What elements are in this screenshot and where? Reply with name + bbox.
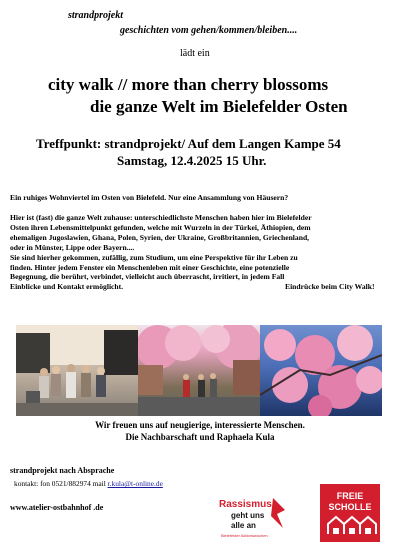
- closing-line-1: Wir freuen uns auf neugierige, interessierte Menschen.: [95, 420, 305, 430]
- contact-info: [14, 479, 163, 488]
- photo-cherry-blossoms-art: [260, 325, 382, 416]
- closing-line-2: Die Nachbarschaft und Raphaela Kula: [125, 432, 275, 442]
- photo-cherry-street: [138, 325, 260, 416]
- body-text: [10, 213, 392, 292]
- email-link[interactable]: r.kula@t-online.de: [107, 479, 163, 488]
- invites-text: lädt ein: [180, 48, 210, 59]
- freie-scholle-logo: [320, 484, 380, 542]
- rassismus-word-2: geht uns: [231, 511, 265, 520]
- rassismus-small-text: Bielefelder Aktionswochen: [221, 533, 268, 538]
- photo-strip: [16, 325, 382, 416]
- title-line-2: die ganze Welt im Bielefelder Osten: [90, 97, 348, 116]
- contact-prefix: kontakt: fon 0521/882974 mail: [14, 479, 108, 488]
- intro-text: Ein ruhiges Wohnviertel im Osten von Bielefeld. Nur eine Ansammlung von Häusern?: [10, 193, 289, 202]
- after-hours-note: strandprojekt nach Absprache: [10, 466, 115, 475]
- body-line: finden. Hinter jedem Fenster ein Menschenleben mit einer Geschichte, eine potenzielle: [10, 262, 290, 272]
- body-line-last: [10, 282, 392, 292]
- freie-scholle-logo-art: [320, 484, 380, 542]
- photo-walkers-street: [16, 325, 138, 416]
- rassismus-word: Rassismus: [219, 499, 272, 510]
- photo-cherry-street-art: [138, 325, 260, 416]
- meeting-date: Samstag, 12.4.2025 15 Uhr.: [117, 153, 267, 168]
- body-line-end: Einblicke und Kontakt ermöglicht.: [10, 282, 124, 292]
- header-subtitle: geschichten vom gehen/kommen/bleiben....: [120, 25, 298, 36]
- meeting-place: Treffpunkt: strandprojekt/ Auf dem Langen Kampe 54: [36, 136, 341, 151]
- rassismus-logo: [217, 494, 287, 540]
- body-line: Hier ist (fast) die ganze Welt zuhause: unterschiedlichste Menschen haben hier im Bielefelder: [10, 213, 312, 222]
- body-line: ehemaligen Jugoslawien, Ghana, Polen, Syrien, der Ukraine, Großbritannien, Griechenland,: [10, 232, 310, 242]
- body-line: Begegnung, die berührt, verbindet, vielleicht auch überrascht, irritiert, in jedem Fall: [10, 272, 285, 282]
- photo-cherry-blossoms: [260, 325, 382, 416]
- photo-walkers-art: [16, 325, 138, 416]
- body-line: Sie sind hierher gekommen, zufällig, zum Studium, um eine Perspektive für ihr Leben zu: [10, 252, 298, 262]
- website-text[interactable]: www.atelier-ostbahnhof .de: [10, 503, 104, 512]
- rassismus-word-3: alle an: [231, 521, 256, 530]
- title-line-1: city walk // more than cherry blossoms: [48, 75, 329, 94]
- freie-word: FREIE: [336, 491, 364, 501]
- body-tail: Eindrücke beim City Walk!: [285, 282, 375, 292]
- header-project-name: strandprojekt: [68, 10, 124, 21]
- rassismus-logo-art: [217, 494, 287, 540]
- body-line: oder in Münster, Lippe oder Bayern....: [10, 242, 135, 252]
- body-line: Osten ihren Lebensmittelpunkt gefunden, welche mit Wurzeln in der Türkei, Äthiopien, dem: [10, 222, 311, 232]
- scholle-word: SCHOLLE: [328, 502, 372, 512]
